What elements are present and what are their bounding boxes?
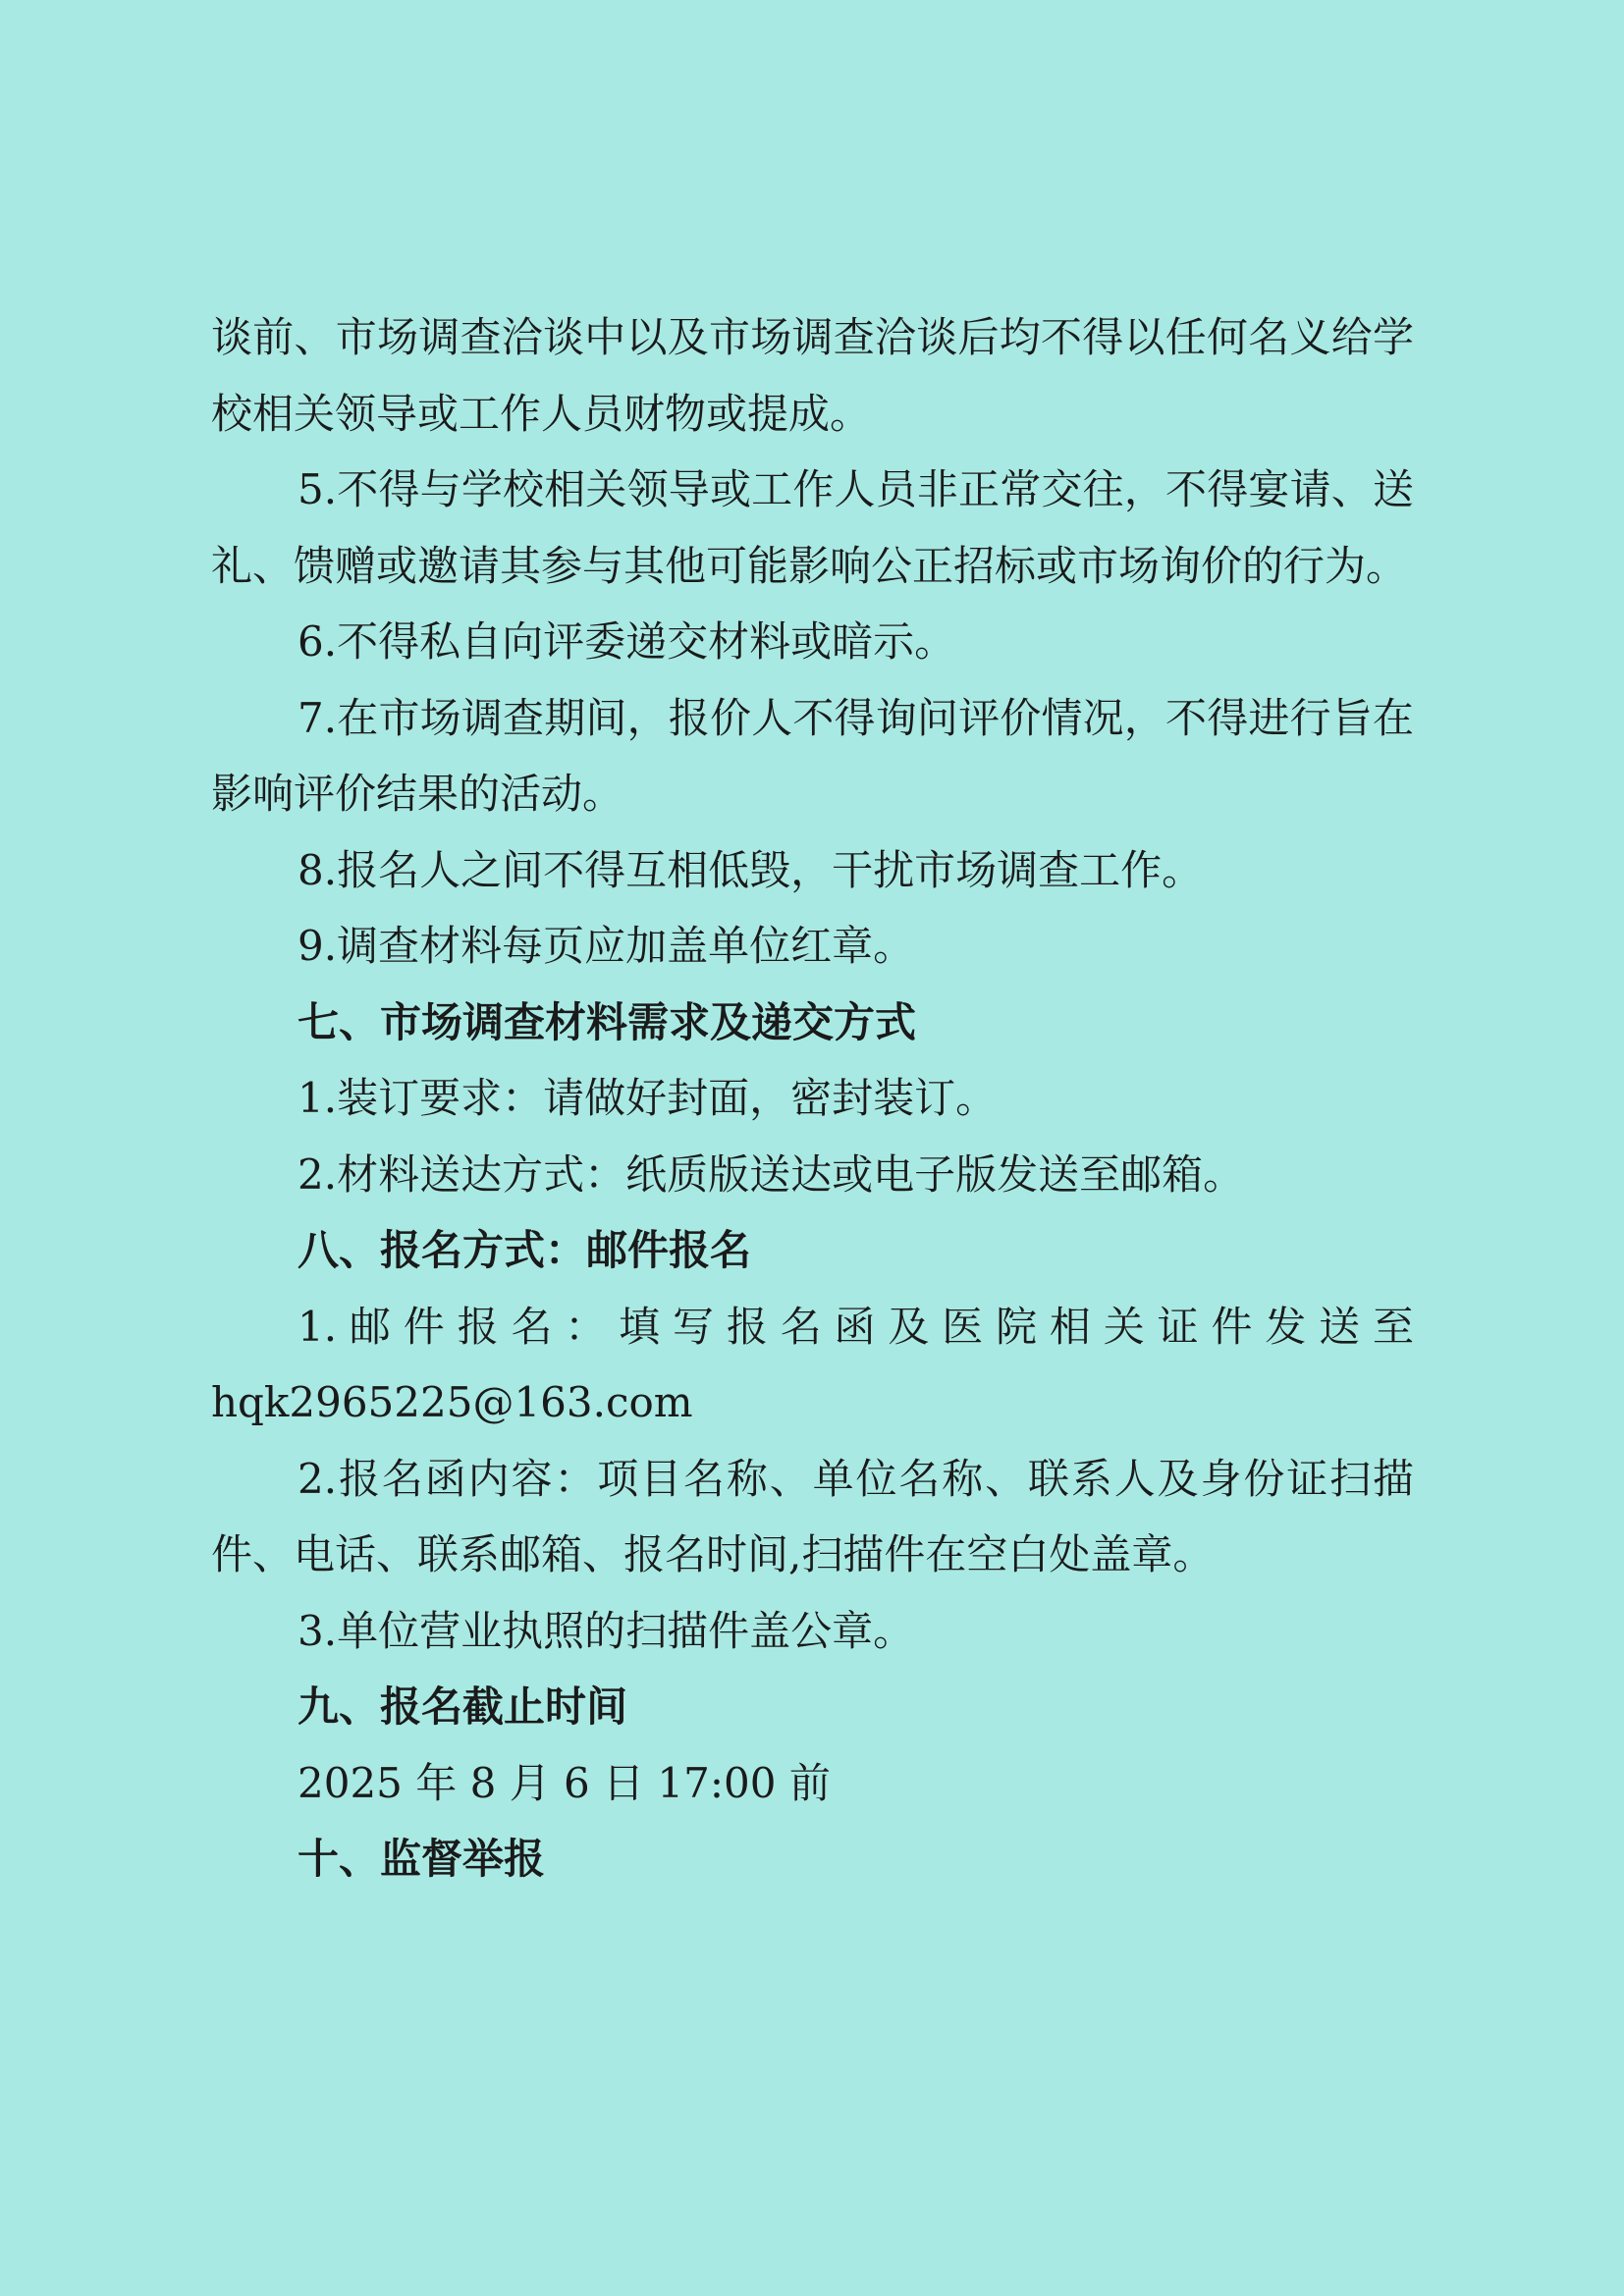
document-page — [211, 299, 1414, 1897]
section-heading-10: 十、监督举报 — [298, 1835, 546, 1883]
paragraph-business-license: 3.单位营业执照的扫描件盖公章。 — [298, 1606, 915, 1655]
paragraph-delivery-method: 2.材料送达方式：纸质版送达或电子版发送至邮箱。 — [298, 1149, 1245, 1199]
paragraph-item-9: 9.调查材料每页应加盖单位红章。 — [298, 922, 915, 970]
paragraph-item-6: 6.不得私自向评委递交材料或暗示。 — [298, 617, 956, 666]
section-heading-9: 九、报名截止时间 — [298, 1682, 628, 1731]
email-address: hqk2965225@163.com — [211, 1378, 693, 1426]
paragraph-email-registration: 1.邮件报名：填写报名函及医院相关证件发送至 — [298, 1302, 1414, 1351]
paragraph-item-5: 5.不得与学校相关领导或工作人员非正常交往，不得宴请、送礼、馈赠或邀请其参与其他可能影响公正招标或市场询价的行为。 — [211, 465, 1414, 590]
paragraph-registration-contents: 2.报名函内容：项目名称、单位名称、联系人及身份证扫描件、电话、联系邮箱、报名时间,扫描件在空白处盖章。 — [211, 1454, 1414, 1578]
paragraph-continuation: 谈前、市场调查洽谈中以及市场调查洽谈后均不得以任何名义给学校相关领导或工作人员财物或提成。 — [211, 313, 1414, 438]
paragraph-item-8: 8.报名人之间不得互相低毁，干扰市场调查工作。 — [298, 845, 1204, 894]
section-heading-8: 八、报名方式：邮件报名 — [298, 1226, 752, 1274]
paragraph-binding-requirement: 1.装订要求：请做好封面，密封装订。 — [298, 1074, 998, 1122]
registration-deadline: 2025 年 8 月 6 日 17:00 前 — [298, 1758, 831, 1807]
section-heading-7: 七、市场调查材料需求及递交方式 — [298, 997, 917, 1046]
paragraph-item-7: 7.在市场调查期间，报价人不得询问评价情况，不得进行旨在影响评价结果的活动。 — [211, 693, 1414, 818]
